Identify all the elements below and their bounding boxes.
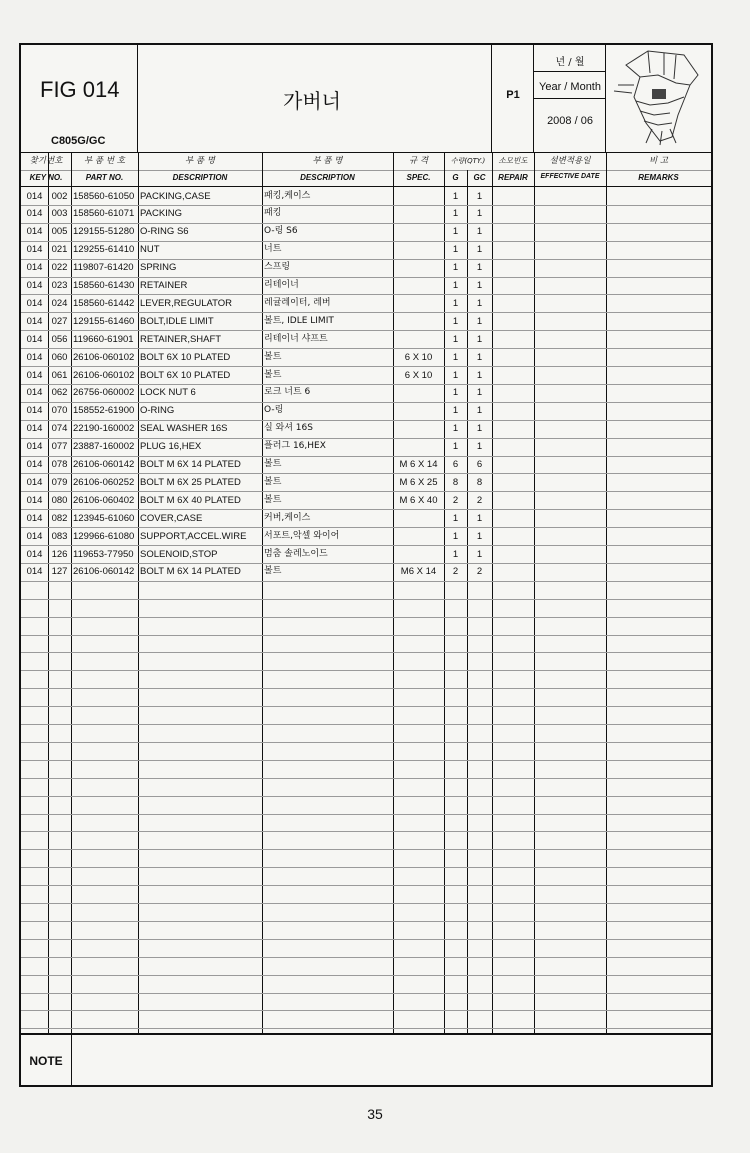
cell-kr: 커버,케이스 bbox=[264, 512, 311, 523]
cell-desc: SEAL WASHER 16S bbox=[140, 423, 228, 435]
cell-part: 26106-060102 bbox=[73, 351, 135, 363]
cell-key: 061 bbox=[51, 369, 68, 381]
header-desc2-kr: 부 품 명 bbox=[312, 156, 343, 166]
cell-gc: 1 bbox=[476, 190, 483, 202]
cell-g: 1 bbox=[452, 512, 459, 524]
cell-key: 023 bbox=[51, 280, 68, 291]
cell-desc: PLUG 16,HEX bbox=[140, 441, 202, 453]
note-label: NOTE bbox=[21, 1035, 72, 1087]
cell-g: 1 bbox=[452, 441, 459, 453]
divider bbox=[21, 152, 711, 153]
divider bbox=[21, 796, 711, 797]
cell-g: 1 bbox=[452, 262, 459, 274]
header-spec-kr: 규 격 bbox=[408, 156, 429, 166]
divider bbox=[606, 152, 607, 1033]
cell-key: 056 bbox=[51, 333, 68, 345]
cell-gc: 1 bbox=[476, 315, 483, 327]
machine-image-box bbox=[606, 45, 711, 152]
divider bbox=[21, 957, 711, 958]
cell-part: 129966-61080 bbox=[73, 530, 135, 542]
header-desc-en: DESCRIPTION bbox=[172, 173, 228, 182]
cell-g: 1 bbox=[452, 280, 459, 291]
cell-g: 1 bbox=[452, 315, 459, 327]
divider bbox=[21, 599, 711, 600]
cell-desc: O-RING S6 bbox=[140, 226, 189, 238]
cell-spec: 6 X 10 bbox=[404, 351, 433, 363]
cell-fig: 014 bbox=[26, 512, 43, 524]
divider bbox=[393, 152, 394, 1033]
cell-desc: BOLT M 6X 14 PLATED bbox=[140, 566, 241, 578]
cell-gc: 1 bbox=[476, 280, 483, 291]
cell-gc: 1 bbox=[476, 297, 483, 309]
header-key-en: KEY NO. bbox=[29, 173, 63, 182]
cell-fig: 014 bbox=[26, 244, 43, 256]
cell-key: 003 bbox=[51, 208, 68, 220]
cell-desc: SOLENOID,STOP bbox=[140, 548, 218, 560]
cell-desc: PACKING bbox=[140, 208, 183, 220]
cell-fig: 014 bbox=[26, 566, 43, 578]
cell-kr: O-링 S6 bbox=[264, 226, 298, 237]
cell-key: 062 bbox=[51, 387, 68, 399]
cell-kr: O-링 bbox=[264, 405, 284, 416]
cell-key: 074 bbox=[51, 423, 68, 435]
cell-fig: 014 bbox=[26, 315, 43, 327]
cell-g: 1 bbox=[452, 333, 459, 345]
cell-g: 1 bbox=[452, 208, 459, 220]
cell-key: 002 bbox=[51, 190, 68, 202]
cell-part: 119660-61901 bbox=[73, 333, 134, 345]
header-spec-en: SPEC. bbox=[406, 173, 431, 182]
header-part-kr: 부 품 번 호 bbox=[84, 156, 125, 166]
divider bbox=[21, 688, 711, 689]
cell-fig: 014 bbox=[26, 530, 43, 542]
cell-gc: 1 bbox=[476, 548, 483, 560]
cell-kr: 볼트 bbox=[264, 476, 282, 487]
divider bbox=[21, 975, 711, 976]
cell-gc: 2 bbox=[476, 566, 483, 578]
page-number: 35 bbox=[367, 1106, 383, 1122]
divider bbox=[534, 98, 606, 99]
cell-part: 158560-61071 bbox=[73, 208, 135, 220]
cell-desc: RETAINER,SHAFT bbox=[140, 333, 222, 345]
cell-spec: M 6 X 25 bbox=[399, 476, 438, 488]
cell-key: 080 bbox=[51, 494, 68, 506]
cell-kr: 볼트 bbox=[264, 459, 282, 469]
cell-g: 1 bbox=[452, 387, 459, 399]
cell-kr: 리테이너 샤프트 bbox=[264, 333, 328, 344]
cell-key: 079 bbox=[51, 476, 68, 488]
cell-part: 23887-160002 bbox=[73, 441, 135, 453]
cell-fig: 014 bbox=[26, 333, 43, 345]
cell-desc: BOLT M 6X 40 PLATED bbox=[140, 494, 241, 506]
cell-desc: PACKING,CASE bbox=[140, 190, 211, 202]
cell-desc: SUPPORT,ACCEL.WIRE bbox=[140, 530, 247, 542]
cell-part: 158560-61050 bbox=[73, 190, 135, 202]
cell-key: 070 bbox=[51, 405, 68, 417]
cell-part: 129155-51280 bbox=[73, 226, 135, 238]
cell-spec: M6 X 14 bbox=[400, 566, 437, 578]
header-desc-kr: 부 품 명 bbox=[184, 156, 216, 166]
cell-desc: BOLT 6X 10 PLATED bbox=[140, 351, 231, 363]
figure-number: FIG 014 bbox=[40, 77, 120, 102]
cell-gc: 1 bbox=[476, 226, 483, 238]
cell-part: 129255-61410 bbox=[73, 244, 135, 256]
divider bbox=[262, 152, 263, 1033]
cell-kr: 레귤레이터, 레버 bbox=[264, 297, 331, 308]
cell-key: 126 bbox=[51, 548, 68, 560]
divider bbox=[21, 724, 711, 725]
header-qty-g: G bbox=[452, 173, 459, 182]
header-desc2-en: DESCRIPTION bbox=[300, 173, 355, 182]
cell-key: 082 bbox=[51, 512, 68, 524]
divider bbox=[21, 170, 711, 171]
cell-g: 6 bbox=[452, 459, 459, 470]
cell-g: 1 bbox=[452, 351, 459, 363]
divider bbox=[21, 617, 711, 618]
cell-g: 8 bbox=[452, 476, 459, 488]
cell-key: 005 bbox=[51, 226, 68, 238]
divider bbox=[21, 778, 711, 779]
cell-gc: 1 bbox=[476, 262, 483, 274]
parts-list-frame bbox=[19, 43, 713, 1087]
year-month-box bbox=[534, 45, 606, 152]
header-key-kr: 찾기번호 bbox=[29, 156, 63, 166]
cell-g: 1 bbox=[452, 190, 459, 202]
divider bbox=[21, 867, 711, 868]
cell-key: 024 bbox=[51, 297, 68, 309]
cell-spec: M 6 X 40 bbox=[399, 494, 438, 506]
cell-part: 123945-61060 bbox=[73, 512, 135, 524]
cell-desc: BOLT 6X 10 PLATED bbox=[140, 369, 231, 381]
cell-gc: 1 bbox=[476, 387, 483, 399]
divider bbox=[71, 152, 72, 1033]
cell-kr: 서포트,악셀 와이어 bbox=[264, 530, 340, 541]
divider bbox=[21, 742, 711, 743]
header-part-en: PART NO. bbox=[85, 173, 124, 182]
divider bbox=[21, 993, 711, 994]
page-title: 가버너 bbox=[283, 89, 341, 113]
cell-kr: 볼트 bbox=[264, 351, 282, 362]
cell-key: 127 bbox=[51, 566, 68, 578]
cell-fig: 014 bbox=[26, 494, 43, 506]
cell-fig: 014 bbox=[26, 476, 43, 488]
cell-g: 1 bbox=[452, 405, 459, 417]
divider bbox=[21, 831, 711, 832]
cell-part: 26106-060252 bbox=[73, 476, 135, 488]
harvester-illustration bbox=[606, 45, 710, 149]
cell-kr: 스프링 bbox=[264, 262, 291, 273]
cell-desc: SPRING bbox=[140, 262, 177, 274]
divider bbox=[21, 921, 711, 922]
cell-key: 078 bbox=[51, 459, 68, 470]
cell-key: 022 bbox=[51, 262, 68, 274]
cell-g: 2 bbox=[452, 566, 459, 578]
cell-part: 26756-060002 bbox=[73, 387, 135, 399]
cell-part: 158560-61442 bbox=[73, 297, 135, 309]
cell-fig: 014 bbox=[26, 441, 43, 453]
header-repair-kr: 소모빈도 bbox=[498, 156, 528, 165]
cell-g: 1 bbox=[452, 226, 459, 238]
figure-box bbox=[21, 45, 138, 152]
divider bbox=[21, 939, 711, 940]
cell-kr: 패킹 bbox=[264, 208, 282, 219]
cell-fig: 014 bbox=[26, 226, 43, 238]
divider bbox=[21, 814, 711, 815]
cell-g: 2 bbox=[452, 494, 459, 506]
cell-gc: 1 bbox=[476, 405, 483, 417]
cell-fig: 014 bbox=[26, 190, 43, 202]
page-code-box bbox=[492, 45, 534, 152]
cell-desc: NUT bbox=[140, 244, 160, 256]
cell-key: 021 bbox=[51, 244, 68, 256]
header-qty-kr: 수량(QTY.) bbox=[450, 157, 486, 165]
cell-kr: 멈춤 솔레노이드 bbox=[264, 548, 328, 559]
divider bbox=[21, 1010, 711, 1011]
header-qty-gc: GC bbox=[473, 173, 486, 182]
cell-fig: 014 bbox=[26, 369, 43, 381]
divider bbox=[492, 152, 493, 1033]
cell-desc: BOLT,IDLE LIMIT bbox=[140, 315, 214, 327]
page-code: P1 bbox=[506, 89, 520, 101]
cell-part: 26106-060142 bbox=[73, 459, 135, 470]
divider bbox=[21, 652, 711, 653]
cell-kr: 리테이너 bbox=[264, 280, 299, 290]
cell-kr: 볼트 bbox=[264, 369, 282, 380]
cell-gc: 6 bbox=[476, 459, 483, 470]
cell-gc: 1 bbox=[476, 369, 483, 381]
divider bbox=[21, 885, 711, 886]
note-area bbox=[21, 1033, 711, 1087]
cell-gc: 1 bbox=[476, 333, 483, 345]
cell-fig: 014 bbox=[26, 262, 43, 274]
cell-fig: 014 bbox=[26, 387, 43, 399]
divider bbox=[21, 760, 711, 761]
divider bbox=[534, 152, 535, 1033]
header-effective-en: EFFECTIVE DATE bbox=[540, 173, 600, 180]
divider bbox=[21, 849, 711, 850]
cell-part: 129155-61460 bbox=[73, 315, 135, 327]
cell-fig: 014 bbox=[26, 548, 43, 560]
cell-spec: M 6 X 14 bbox=[399, 459, 438, 470]
cell-gc: 1 bbox=[476, 530, 483, 542]
cell-gc: 8 bbox=[476, 476, 483, 488]
cell-g: 1 bbox=[452, 369, 459, 381]
cell-gc: 1 bbox=[476, 244, 483, 256]
divider bbox=[534, 71, 606, 72]
cell-part: 26106-060402 bbox=[73, 494, 135, 506]
cell-kr: 실 와셔 16S bbox=[264, 423, 313, 434]
cell-fig: 014 bbox=[26, 297, 43, 309]
cell-gc: 1 bbox=[476, 423, 483, 435]
cell-g: 1 bbox=[452, 297, 459, 309]
cell-kr: 로크 너트 6 bbox=[264, 387, 311, 398]
divider bbox=[138, 152, 139, 1033]
cell-part: 22190-160002 bbox=[73, 423, 135, 435]
cell-g: 1 bbox=[452, 530, 459, 542]
year-month-label: Year / Month bbox=[539, 81, 601, 93]
cell-desc: O-RING bbox=[140, 405, 175, 417]
header-effective-kr: 설변적용일 bbox=[549, 156, 591, 166]
cell-gc: 2 bbox=[476, 494, 483, 506]
cell-part: 26106-060102 bbox=[73, 369, 135, 381]
cell-gc: 1 bbox=[476, 208, 483, 220]
cell-fig: 014 bbox=[26, 351, 43, 363]
cell-gc: 1 bbox=[476, 351, 483, 363]
effective-date: 2008 / 06 bbox=[547, 115, 593, 127]
cell-kr: 볼트 bbox=[264, 494, 282, 505]
cell-desc: LOCK NUT 6 bbox=[140, 387, 196, 399]
cell-desc: COVER,CASE bbox=[140, 512, 203, 524]
cell-desc: RETAINER bbox=[140, 280, 188, 291]
cell-part: 119807-61420 bbox=[73, 262, 134, 274]
divider bbox=[21, 706, 711, 707]
header-remarks-kr: 비 고 bbox=[648, 156, 669, 166]
cell-fig: 014 bbox=[26, 405, 43, 417]
cell-fig: 014 bbox=[26, 459, 43, 470]
cell-kr: 플러그 16,HEX bbox=[264, 441, 326, 452]
cell-desc: BOLT M 6X 25 PLATED bbox=[140, 476, 241, 488]
cell-part: 26106-060142 bbox=[73, 566, 135, 578]
divider bbox=[21, 1028, 711, 1029]
cell-g: 1 bbox=[452, 244, 459, 256]
cell-desc: BOLT M 6X 14 PLATED bbox=[140, 459, 241, 470]
cell-kr: 볼트, IDLE LIMIT bbox=[264, 315, 334, 326]
header-remarks-en: REMARKS bbox=[638, 173, 679, 182]
divider bbox=[21, 670, 711, 671]
cell-part: 158552-61900 bbox=[73, 405, 135, 417]
cell-kr: 볼트 bbox=[264, 566, 282, 577]
header-repair-en: REPAIR bbox=[498, 173, 528, 182]
divider bbox=[21, 903, 711, 904]
cell-part: 119653-77950 bbox=[73, 548, 134, 560]
cell-part: 158560-61430 bbox=[73, 280, 135, 291]
cell-key: 027 bbox=[51, 315, 68, 327]
cell-kr: 패킹,케이스 bbox=[264, 190, 311, 201]
cell-key: 060 bbox=[51, 351, 68, 363]
cell-fig: 014 bbox=[26, 208, 43, 220]
divider bbox=[21, 635, 711, 636]
cell-spec: 6 X 10 bbox=[404, 369, 433, 381]
cell-desc: LEVER,REGULATOR bbox=[140, 297, 233, 309]
cell-g: 1 bbox=[452, 548, 459, 560]
title-box bbox=[138, 45, 492, 152]
year-month-kr: 년 / 월 bbox=[555, 57, 585, 68]
cell-key: 077 bbox=[51, 441, 68, 453]
cell-fig: 014 bbox=[26, 423, 43, 435]
cell-kr: 너트 bbox=[264, 244, 282, 255]
cell-key: 083 bbox=[51, 530, 68, 542]
model-code: C805G/GC bbox=[51, 135, 106, 147]
cell-fig: 014 bbox=[26, 280, 43, 291]
cell-gc: 1 bbox=[476, 512, 483, 524]
cell-g: 1 bbox=[452, 423, 459, 435]
cell-gc: 1 bbox=[476, 441, 483, 453]
